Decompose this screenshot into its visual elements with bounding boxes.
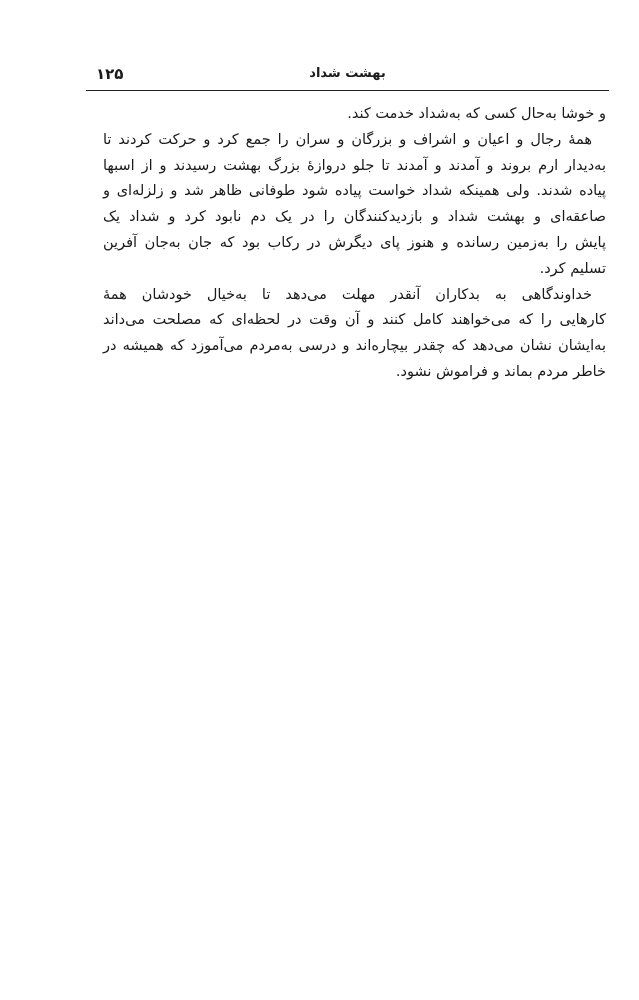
text-line: همهٔ رجال و اعیان و اشراف و بزرگان و سران را جمع کرد و حرکت کردند تا <box>103 131 592 148</box>
page-number: ۱۲۵ <box>96 65 124 83</box>
body-text <box>103 102 606 386</box>
text-line: تسلیم کرد. <box>539 260 606 277</box>
text-line: کارهایی را که می‌خواهند کامل کنند و آن وقت در لحظه‌ای که مصلحت می‌داند <box>103 312 606 329</box>
text-line: خداوندگاهی به بدکاران آنقدر مهلت می‌دهد تا به‌خیال خودشان همهٔ <box>103 286 592 303</box>
text-line: صاعقه‌ای و بهشت شداد و بازدیدکنندگان را در یک دم نابود کرد و شداد یک <box>103 209 606 226</box>
header-rule <box>86 90 609 91</box>
running-title: بهشت شداد <box>309 66 386 81</box>
text-line: پایش را به‌زمین رسانده و هنوز پای دیگرش در رکاب بود که جان به‌جان آفرین <box>103 234 606 251</box>
text-line: پیاده شدند. ولی همینکه شداد خواست پیاده شود طوفانی ظاهر شد و زلزله‌ای و <box>103 183 606 200</box>
text-line: خاطر مردم بماند و فراموش نشود. <box>395 363 606 380</box>
text-line: به‌ایشان نشان می‌دهد که چقدر بیچاره‌اند و درسی به‌مردم می‌آموزد که همیشه در <box>103 338 606 355</box>
text-line: و خوشا به‌حال کسی که به‌شداد خدمت کند. <box>347 106 606 122</box>
page-header <box>86 64 609 88</box>
text-line: به‌دیدار ارم بروند و آمدند و آمدند تا جلو دروازهٔ بزرگ بهشت رسیدند و از اسبها <box>103 157 606 174</box>
